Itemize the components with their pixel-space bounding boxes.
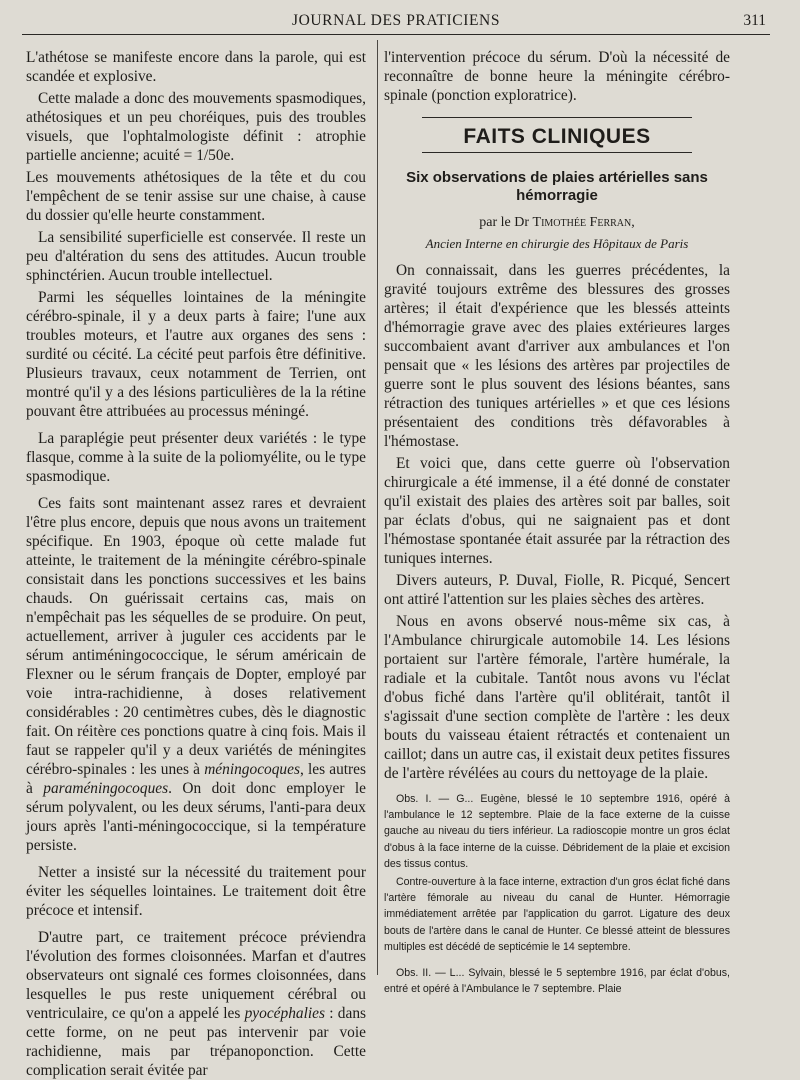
paragraph: Cette malade a donc des mouvements spasmodiques, athétosiques et un peu choréiques, puis des troubles visuels, que l'ophtalmologiste définit : atrophie partielle ancienne; acuité = 1/50e.: [26, 90, 366, 164]
observation-note: Obs. I. — G... Eugène, blessé le 10 septembre 1916, opéré à l'ambulance le 12 septembre. Plaie de la face externe de la cuisse gauche au niveau du tiers inférieur. La radioscopie montre un gros éclat d'obus à la face interne de la cuisse. Débridement de la plaie et excision des tissus contus.: [384, 793, 730, 870]
italic-term: méningocoques: [204, 761, 300, 778]
article-title: Six observations de plaies artérielles sans hémorragie: [406, 169, 708, 204]
italic-term: paraméningocoques: [43, 780, 169, 797]
author-affiliation: Ancien Interne en chirurgie des Hôpitaux de Paris: [425, 236, 689, 251]
paragraph-serum: [26, 494, 366, 855]
page-number: 311: [743, 12, 766, 29]
byline-prefix: par le Dr: [479, 215, 533, 230]
paragraph: Et voici que, dans cette guerre où l'observation chirurgicale a été immense, il a été donné de constater qu'il existait des plaies des artères soit par balles, soit par éclats d'obus, qui ne saignaient pas et dont l'hémostase spontanée était assurée par la rétraction des tuniques internes.: [384, 455, 730, 567]
text-run: D'autre part, ce traitement précoce préviendra l'évolution des formes cloisonnées. Marfan et d'autres observateurs ont signalé ces formes cloisonnées, dans lesquelles le pus reste uniquement cérébral ou ventriculaire, ce qu'on a appelé les: [26, 929, 366, 1022]
paragraph: On connaissait, dans les guerres précédentes, la gravité toujours extrême des blessures des grosses artères; il était d'expérience que les blessés atteints d'hémorragie grave avec des plaies extérieures larges succombaient avant d'arriver aux ambulances et l'on pensait que « les lésions des artères par projectiles de guerre sont le plus souvent des lésions béantes, sans rétraction des tuniques artérielles » et que ces lésions présentaient des conditions très défavorables à l'hémostase.: [384, 262, 730, 450]
text-run: Ces faits sont maintenant assez rares et devraient l'être plus encore, depuis que nous avons un traitement spécifique. En 1903, époque où cette malade fut atteinte, le traitement de la méningite cérébro-spinale consistait dans les ponctions successives et les bains chauds. On guérissait certains cas, mais on n'empêchait pas les séquelles de se produire. On peut, actuellement, arriver à juguler ces accidents par le sérum antiméningococcique, le sérum américain de Flexner ou le sérum français de Dopter, employé par voie intra-rachidienne, à doses relativement considérables : 20 centimètres cubes, dès le diagnostic fait. On réitère ces ponctions quatre à cinq fois. Mais il faut se rappeler qu'il y a deux variétés de méningites cérébro-spinales : les unes à: [26, 495, 366, 778]
left-column: [26, 48, 366, 1080]
paragraph: l'intervention précoce du sérum. D'où la nécessité de reconnaître de bonne heure la méningite cérébro-spinale (ponction exploratrice).: [384, 49, 730, 104]
paragraph: Divers auteurs, P. Duval, Fiolle, R. Picqué, Sencert ont attiré l'attention sur les plaies sèches des artères.: [384, 572, 730, 608]
paragraph: L'athétose se manifeste encore dans la parole, qui est scandée et explosive.: [26, 49, 366, 85]
observation-note: Contre-ouverture à la face interne, extraction d'un gros éclat fiché dans l'artère fémorale au niveau du canal de Hunter. Hémorragie immédiatement arrêtée par l'application du garrot. Ligature des deux bouts de l'artère dans le canal de Hunter. Ce blessé atteint de blessures multiples est décédé de septicémie le 14 septembre.: [384, 876, 730, 953]
paragraph: La sensibilité superficielle est conservée. Il reste un peu d'altération du sens des attitudes. Aucun trouble sphinctérien. Aucun trouble intellectuel.: [26, 229, 366, 284]
byline: [384, 213, 730, 232]
column-divider: [377, 40, 378, 975]
author-name: Timothée Ferran,: [532, 215, 635, 230]
right-column: [384, 48, 730, 997]
observation-note: Obs. II. — L... Sylvain, blessé le 5 septembre 1916, par éclat d'obus, entré et opéré à l'Ambulance le 7 septembre. Plaie: [384, 967, 730, 996]
section-title: FAITS CLINIQUES: [463, 125, 651, 148]
running-title: JOURNAL DES PRATICIENS: [291, 12, 501, 29]
section-rule-bottom: [422, 152, 692, 153]
text-run: : dans cette forme, on ne peut pas intervenir par voie rachidienne, mais par trépanoponction. Cette complication serait évitée par: [26, 1005, 366, 1079]
italic-term: pyocéphalies: [244, 1005, 325, 1022]
text-run: . On doit donc employer le sérum polyvalent, ou les deux sérums, l'anti-para deux jours après l'anti-méningococcique, si la température persiste.: [26, 780, 366, 854]
paragraph: Les mouvements athétosiques de la tête et du cou l'empêchent de se tenir assise sur une chaise, à cause du dossier qu'elle heurte constamment.: [26, 169, 366, 224]
paragraph: Parmi les séquelles lointaines de la méningite cérébro-spinale, il y a deux parts à faire; l'une aux troubles moteurs, et l'autre aux organes des sens : surdité ou cécité. La cécité peut parfois être définitive. Plusieurs travaux, ceux notamment de Terrien, ont montré qu'il y a des lésions particulières de la la rétine pouvant être attribuées au processus méningé.: [26, 289, 366, 420]
running-header: [22, 4, 770, 35]
section-rule-top: [422, 117, 692, 118]
paragraph-cloisonnees: [26, 928, 366, 1080]
paragraph: La paraplégie peut présenter deux variétés : le type flasque, comme à la suite de la poliomyélite, ou le type spasmodique.: [26, 430, 366, 485]
text-run: , les autres à: [26, 761, 366, 797]
paragraph: Netter a insisté sur la nécessité du traitement pour éviter les séquelles lointaines. Le traitement doit être précoce et intensif.: [26, 864, 366, 919]
paragraph: Nous en avons observé nous-même six cas, à l'Ambulance chirurgicale automobile 14. Les lésions portaient sur l'artère fémorale, l'artère humérale, la radiale et la cubitale. Tantôt nous avons vu l'éclat d'obus fiché dans l'artère qu'il oblitérait, tantôt il s'agissait d'une section complète de l'artère : les deux bouts du vaisseau étaient rétractés et contenaient un caillot; dans un autre cas, il existait deux petites fissures de l'artère révélées au cours du nettoyage de la plaie.: [384, 613, 730, 782]
